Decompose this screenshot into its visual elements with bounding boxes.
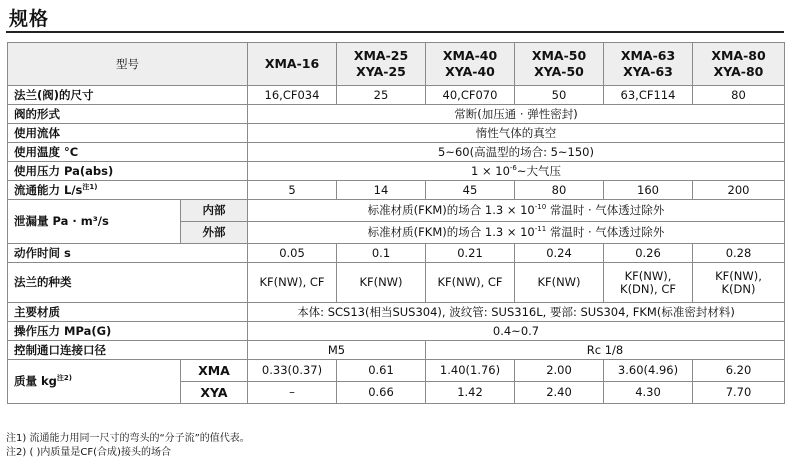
- table-cell: 80: [693, 86, 785, 105]
- table-cell: 0.21: [426, 244, 515, 263]
- leak-outer-exponent: -11: [534, 225, 547, 234]
- table-cell: 常断(加压通 · 弹性密封): [248, 105, 785, 124]
- row-label: 使用流体: [8, 124, 248, 143]
- model-header: [515, 43, 604, 86]
- leak-outer-suffix: 常温时 · 气体透过除外: [546, 225, 665, 239]
- table-cell: 3.60(4.96): [604, 360, 693, 382]
- title-underline: [6, 31, 784, 33]
- table-cell: 1.42: [426, 382, 515, 404]
- table-cell: 160: [604, 181, 693, 200]
- model-header-text: XMA-25 XYA-25: [353, 48, 409, 79]
- model-header: XMA-16: [248, 43, 337, 86]
- table-row: [8, 105, 785, 124]
- table-cell: KF(NW), CF: [426, 263, 515, 303]
- table-cell: –: [248, 382, 337, 404]
- sub-label: 外部: [181, 222, 248, 244]
- table-cell: 0.1: [337, 244, 426, 263]
- table-cell: [693, 263, 785, 303]
- model-header: [693, 43, 785, 86]
- sub-label: XMA: [181, 360, 248, 382]
- model-header-text: XMA-63 XYA-63: [620, 48, 676, 79]
- table-cell: [248, 222, 785, 244]
- table-cell: [248, 200, 785, 222]
- table-cell: 0.26: [604, 244, 693, 263]
- table-row: [8, 322, 785, 341]
- table-row: [8, 341, 785, 360]
- table-row: [8, 86, 785, 105]
- table-row: [8, 263, 785, 303]
- table-cell: 6.20: [693, 360, 785, 382]
- table-cell: 4.30: [604, 382, 693, 404]
- row-label: 使用压力 Pa(abs): [8, 162, 248, 181]
- pressure-suffix: ~大气压: [516, 163, 562, 178]
- row-label: 阀的形式: [8, 105, 248, 124]
- model-header-label: 型号: [8, 43, 248, 86]
- page-title: 规格: [9, 8, 50, 30]
- sub-label: XYA: [181, 382, 248, 404]
- table-cell: 0.4~0.7: [248, 322, 785, 341]
- table-row: [8, 162, 785, 181]
- table-cell: 14: [337, 181, 426, 200]
- row-label: [8, 360, 181, 404]
- table-cell: [248, 162, 785, 181]
- table-cell: Rc 1/8: [426, 341, 785, 360]
- model-header-text: XMA-80 XYA-80: [711, 48, 766, 79]
- table-cell-text: KF(NW), K(DN), CF: [620, 268, 676, 296]
- table-cell: 0.33(0.37): [248, 360, 337, 382]
- row-label-text: 质量 kg: [14, 374, 57, 388]
- table-cell: 7.70: [693, 382, 785, 404]
- table-cell: 0.05: [248, 244, 337, 263]
- table-cell: 0.61: [337, 360, 426, 382]
- footnote-ref: 注2): [56, 374, 72, 383]
- row-label: 控制通口连接口径: [8, 341, 248, 360]
- row-label: [8, 181, 248, 200]
- model-header: [604, 43, 693, 86]
- table-cell: 25: [337, 86, 426, 105]
- table-cell: 2.00: [515, 360, 604, 382]
- model-header-text: XMA-50 XYA-50: [531, 48, 587, 79]
- table-row: [8, 303, 785, 322]
- table-row: [8, 200, 785, 222]
- table-cell: 0.24: [515, 244, 604, 263]
- table-cell: 2.40: [515, 382, 604, 404]
- table-cell: 50: [515, 86, 604, 105]
- row-label: 泄漏量 Pa · m³/s: [8, 200, 181, 244]
- table-row: [8, 244, 785, 263]
- table-cell: KF(NW): [515, 263, 604, 303]
- table-cell: 40,CF070: [426, 86, 515, 105]
- table-cell: 惰性气体的真空: [248, 124, 785, 143]
- row-label: 法兰的种类: [8, 263, 248, 303]
- table-cell: KF(NW): [337, 263, 426, 303]
- table-cell: 16,CF034: [248, 86, 337, 105]
- row-label: 法兰(阀)的尺寸: [8, 86, 248, 105]
- pressure-exponent: -6: [509, 163, 517, 172]
- row-label: 主要材质: [8, 303, 248, 322]
- pressure-prefix: 1 × 10: [470, 163, 510, 178]
- table-cell: 63,CF114: [604, 86, 693, 105]
- table-cell: 5: [248, 181, 337, 200]
- model-header-text: XMA-40 XYA-40: [442, 48, 498, 79]
- table-row: [8, 181, 785, 200]
- model-header: [426, 43, 515, 86]
- table-cell: 本体: SCS13(相当SUS304), 波纹管: SUS316L, 要部: SUS304, FKM(标准密封材料): [248, 303, 785, 322]
- footnote-2: 注2) ( )内质量是CF(合成)接头的场合: [6, 447, 171, 458]
- table-cell: [604, 263, 693, 303]
- header-row: [8, 43, 785, 86]
- table-cell: 0.28: [693, 244, 785, 263]
- table-cell: 80: [515, 181, 604, 200]
- model-header: [337, 43, 426, 86]
- row-label: 使用温度 °C: [8, 143, 248, 162]
- table-row: [8, 360, 785, 382]
- sub-label: 内部: [181, 200, 248, 222]
- table-cell: 5~60(高温型的场合: 5~150): [248, 143, 785, 162]
- footnote-1: 注1) 流通能力用同一尺寸的弯头的“分子流”的值代表。: [6, 433, 250, 444]
- table-row: [8, 143, 785, 162]
- table-cell: 200: [693, 181, 785, 200]
- table-cell: M5: [248, 341, 426, 360]
- leak-inner-suffix: 常温时 · 气体透过除外: [546, 203, 665, 217]
- table-cell: KF(NW), CF: [248, 263, 337, 303]
- leak-inner-exponent: -10: [534, 203, 547, 212]
- leak-outer-prefix: 标准材质(FKM)的场合 1.3 × 10: [367, 225, 535, 239]
- table-cell: 45: [426, 181, 515, 200]
- row-label-text: 流通能力 L/s: [14, 182, 83, 197]
- table-cell: 1.40(1.76): [426, 360, 515, 382]
- row-label: 动作时间 s: [8, 244, 248, 263]
- table-row: [8, 124, 785, 143]
- footnote-ref: 注1): [82, 182, 98, 191]
- spec-table: [7, 42, 785, 404]
- row-label: 操作压力 MPa(G): [8, 322, 248, 341]
- table-cell: 0.66: [337, 382, 426, 404]
- leak-inner-prefix: 标准材质(FKM)的场合 1.3 × 10: [367, 203, 535, 217]
- table-cell-text: KF(NW), K(DN): [715, 268, 762, 296]
- footnotes: [6, 432, 250, 460]
